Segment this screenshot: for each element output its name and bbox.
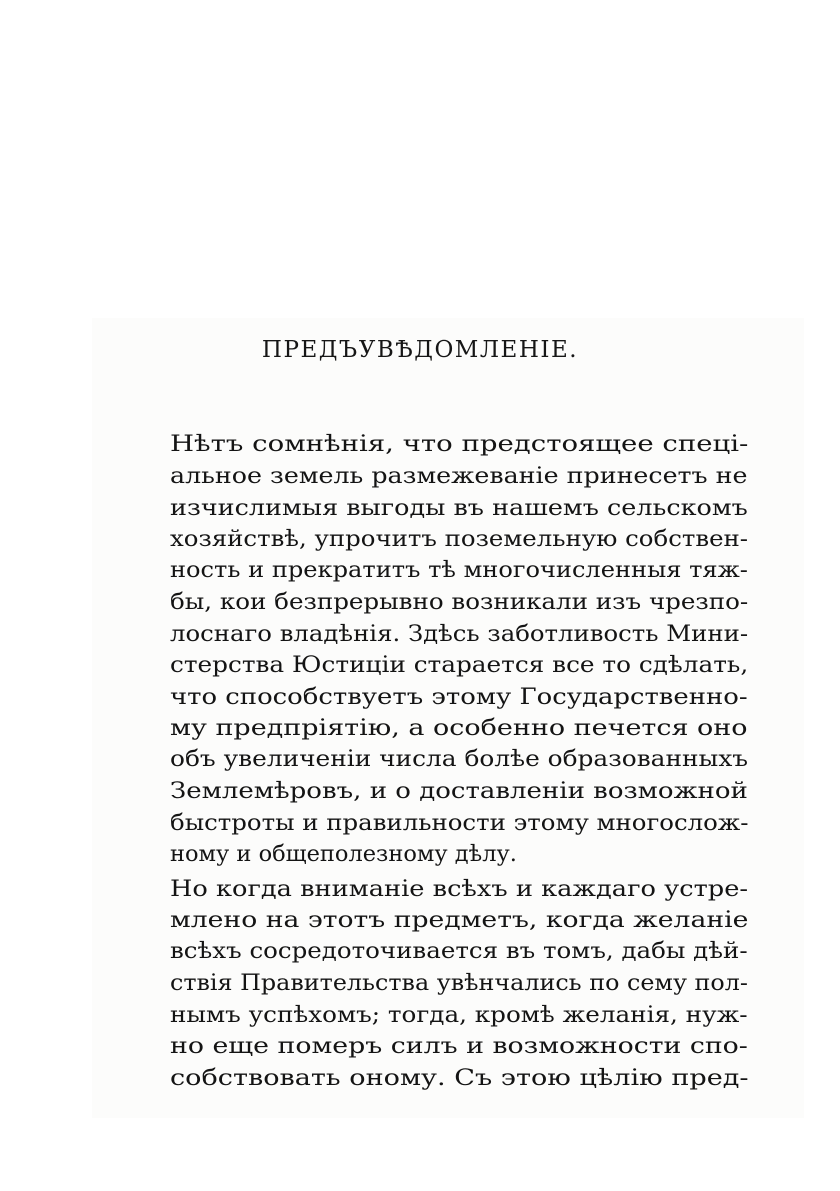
text-line: ность и прекратитъ тѣ многочисленныя тяж- — [170, 557, 748, 583]
text-line: что способствуетъ этому Государственно- — [170, 684, 748, 710]
text-line: альное земель размежеваніе принесетъ не — [170, 463, 748, 489]
page-heading: ПРЕДЪУВѢДОМЛЕНІЕ. — [261, 337, 579, 363]
text-line: объ увеличеніи числа болѣе образованныхъ — [170, 746, 749, 772]
text-line: Землемѣровъ, и о доставленіи возможной — [170, 778, 748, 804]
text-line: Нѣтъ сомнѣнія, что предстоящее спеці- — [170, 431, 749, 457]
text-line: хозяйствѣ, упрочитъ поземельную собствен- — [170, 526, 749, 552]
text-line: но еще померъ силъ и возможности спо- — [170, 1033, 748, 1059]
text-line: му предпріятію, а особенно печется оно — [170, 715, 748, 741]
text-line: изчислимыя выгоды въ нашемъ сельскомъ — [170, 495, 748, 521]
text-line: нымъ успѣхомъ; тогда, кромѣ желанія, нуж- — [170, 1002, 748, 1028]
text-line: лоснаго владѣнія. Здѣсь заботливость Мини- — [170, 621, 749, 647]
text-line: бы, кои безпрерывно возникали изъ чрезпо- — [170, 589, 749, 615]
text-line: ствія Правительства увѣнчались по сему пол- — [170, 970, 748, 996]
text-line: всѣхъ сосредоточивается въ томъ, дабы дѣй- — [170, 938, 748, 964]
text-line: быстроты и правильности этому многослож- — [170, 810, 749, 836]
text-line: ному и общеполезному дѣлу. — [170, 841, 517, 867]
text-line: стерства Юстиціи старается все то сдѣлать, — [170, 652, 749, 678]
text-line: собствовать оному. Съ этою цѣлію пред- — [170, 1065, 749, 1091]
text-line: Но когда вниманіе всѣхъ и каждаго устре- — [170, 876, 749, 902]
text-line: млено на этотъ предметъ, когда желаніе — [170, 907, 749, 933]
